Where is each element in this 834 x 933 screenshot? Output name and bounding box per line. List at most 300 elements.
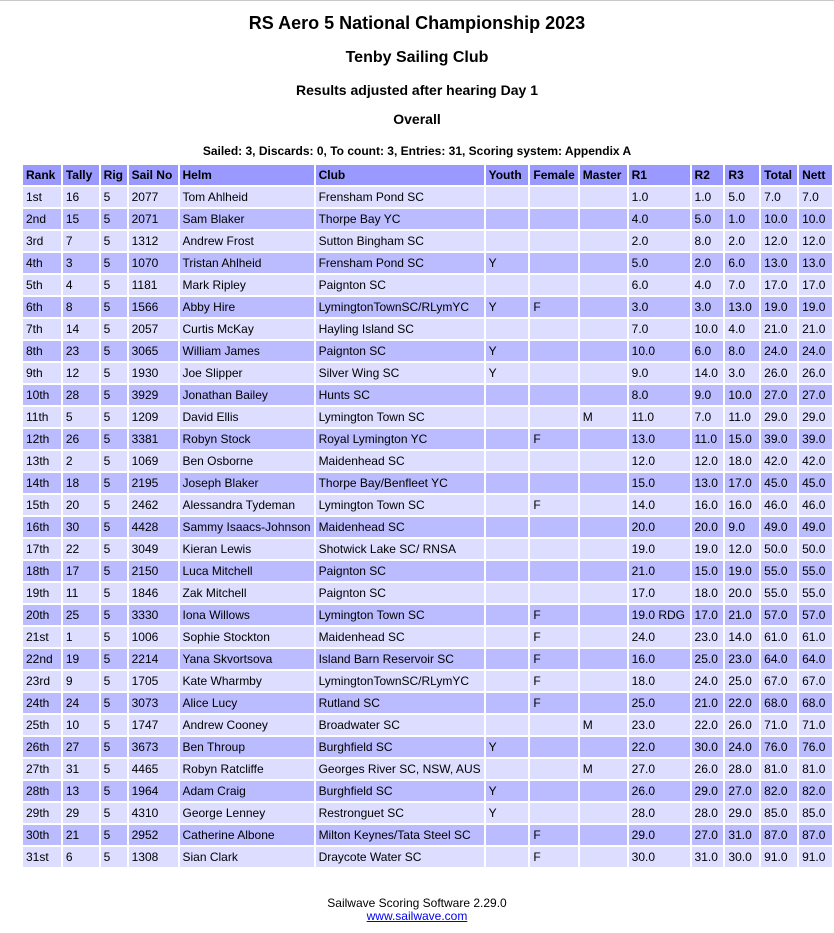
- helm-cell: Andrew Frost: [180, 231, 314, 251]
- total-cell: 85.0: [761, 803, 797, 823]
- helm-cell: Kate Wharmby: [180, 671, 314, 691]
- r3-cell: 31.0: [725, 825, 759, 845]
- helm-cell: Mark Ripley: [180, 275, 314, 295]
- club-cell: Burghfield SC: [316, 781, 484, 801]
- master-cell: [580, 363, 627, 383]
- total-cell: 61.0: [761, 627, 797, 647]
- r3-cell: 10.0: [725, 385, 759, 405]
- table-row: [23, 297, 832, 317]
- total-cell: 82.0: [761, 781, 797, 801]
- table-row: [23, 737, 832, 757]
- r1-cell: 2.0: [629, 231, 690, 251]
- tally-cell: 13: [63, 781, 99, 801]
- helm-cell: Abby Hire: [180, 297, 314, 317]
- master-cell: [580, 649, 627, 669]
- tally-cell: 8: [63, 297, 99, 317]
- r2-cell: 17.0: [692, 605, 724, 625]
- table-row: [23, 319, 832, 339]
- r3-cell: 11.0: [725, 407, 759, 427]
- sail-no-cell: 2077: [129, 187, 178, 207]
- rig-cell: 5: [101, 319, 127, 339]
- youth-cell: [486, 759, 529, 779]
- sail-no-cell: 1308: [129, 847, 178, 867]
- r2-cell: 31.0: [692, 847, 724, 867]
- nett-cell: 27.0: [799, 385, 832, 405]
- r3-cell: 13.0: [725, 297, 759, 317]
- r2-cell: 7.0: [692, 407, 724, 427]
- r2-cell: 4.0: [692, 275, 724, 295]
- r1-cell: 21.0: [629, 561, 690, 581]
- r1-cell: 9.0: [629, 363, 690, 383]
- r3-cell: 8.0: [725, 341, 759, 361]
- master-cell: [580, 825, 627, 845]
- column-header-sail-no: Sail No: [129, 165, 178, 185]
- youth-cell: [486, 583, 529, 603]
- rig-cell: 5: [101, 693, 127, 713]
- column-header-nett: Nett: [799, 165, 832, 185]
- r2-cell: 9.0: [692, 385, 724, 405]
- r3-cell: 1.0: [725, 209, 759, 229]
- master-cell: [580, 209, 627, 229]
- rank-cell: 18th: [23, 561, 61, 581]
- results-table-head: [23, 165, 832, 185]
- venue-heading: Tenby Sailing Club: [345, 49, 489, 66]
- female-cell: [530, 561, 577, 581]
- r1-cell: 24.0: [629, 627, 690, 647]
- rank-cell: 10th: [23, 385, 61, 405]
- female-cell: [530, 759, 577, 779]
- r1-cell: 3.0: [629, 297, 690, 317]
- nett-cell: 87.0: [799, 825, 832, 845]
- rig-cell: 5: [101, 583, 127, 603]
- youth-cell: [486, 231, 529, 251]
- sail-no-cell: 1312: [129, 231, 178, 251]
- nett-cell: 55.0: [799, 583, 832, 603]
- r3-cell: 18.0: [725, 451, 759, 471]
- female-cell: [530, 583, 577, 603]
- footer: [0, 897, 834, 923]
- r3-cell: 6.0: [725, 253, 759, 273]
- club-cell: Island Barn Reservoir SC: [316, 649, 484, 669]
- sail-no-cell: 4310: [129, 803, 178, 823]
- rank-cell: 21st: [23, 627, 61, 647]
- sailwave-link[interactable]: www.sailwave.com: [366, 909, 468, 923]
- helm-cell: Andrew Cooney: [180, 715, 314, 735]
- tally-cell: 3: [63, 253, 99, 273]
- master-cell: [580, 429, 627, 449]
- master-cell: [580, 187, 627, 207]
- nett-cell: 85.0: [799, 803, 832, 823]
- tally-cell: 26: [63, 429, 99, 449]
- helm-cell: Alice Lucy: [180, 693, 314, 713]
- table-row: [23, 825, 832, 845]
- sail-no-cell: 1846: [129, 583, 178, 603]
- r3-cell: 19.0: [725, 561, 759, 581]
- club-cell: Paignton SC: [316, 341, 484, 361]
- rig-cell: 5: [101, 385, 127, 405]
- rank-cell: 25th: [23, 715, 61, 735]
- master-cell: [580, 341, 627, 361]
- r1-cell: 25.0: [629, 693, 690, 713]
- r1-cell: 29.0: [629, 825, 690, 845]
- rig-cell: 5: [101, 671, 127, 691]
- female-cell: F: [530, 847, 577, 867]
- table-row: [23, 693, 832, 713]
- youth-cell: [486, 693, 529, 713]
- youth-cell: Y: [486, 253, 529, 273]
- tally-cell: 20: [63, 495, 99, 515]
- master-cell: [580, 517, 627, 537]
- nett-cell: 64.0: [799, 649, 832, 669]
- helm-cell: Robyn Stock: [180, 429, 314, 449]
- sail-no-cell: 3065: [129, 341, 178, 361]
- youth-cell: Y: [486, 363, 529, 383]
- sail-no-cell: 3381: [129, 429, 178, 449]
- r2-cell: 12.0: [692, 451, 724, 471]
- sail-no-cell: 3049: [129, 539, 178, 559]
- r3-cell: 4.0: [725, 319, 759, 339]
- helm-cell: Alessandra Tydeman: [180, 495, 314, 515]
- r1-cell: 14.0: [629, 495, 690, 515]
- youth-cell: [486, 275, 529, 295]
- club-cell: Restronguet SC: [316, 803, 484, 823]
- master-cell: [580, 803, 627, 823]
- r3-cell: 25.0: [725, 671, 759, 691]
- rig-cell: 5: [101, 451, 127, 471]
- series-summary: Sailed: 3, Discards: 0, To count: 3, Entries: 31, Scoring system: Appendix A: [202, 144, 632, 158]
- club-cell: Paignton SC: [316, 561, 484, 581]
- table-row: [23, 583, 832, 603]
- table-row: [23, 473, 832, 493]
- r1-cell: 1.0: [629, 187, 690, 207]
- r1-cell: 7.0: [629, 319, 690, 339]
- r2-cell: 25.0: [692, 649, 724, 669]
- sail-no-cell: 4428: [129, 517, 178, 537]
- total-cell: 17.0: [761, 275, 797, 295]
- sail-no-cell: 1747: [129, 715, 178, 735]
- female-cell: [530, 407, 577, 427]
- r1-cell: 30.0: [629, 847, 690, 867]
- total-cell: 24.0: [761, 341, 797, 361]
- tally-cell: 12: [63, 363, 99, 383]
- helm-cell: Adam Craig: [180, 781, 314, 801]
- female-cell: [530, 275, 577, 295]
- total-cell: 46.0: [761, 495, 797, 515]
- total-cell: 81.0: [761, 759, 797, 779]
- sail-no-cell: 2214: [129, 649, 178, 669]
- rig-cell: 5: [101, 473, 127, 493]
- total-cell: 27.0: [761, 385, 797, 405]
- total-cell: 55.0: [761, 561, 797, 581]
- r3-cell: 26.0: [725, 715, 759, 735]
- youth-cell: Y: [486, 297, 529, 317]
- r2-cell: 21.0: [692, 693, 724, 713]
- r1-cell: 8.0: [629, 385, 690, 405]
- helm-cell: Ben Osborne: [180, 451, 314, 471]
- youth-cell: Y: [486, 803, 529, 823]
- female-cell: [530, 319, 577, 339]
- table-row: [23, 451, 832, 471]
- female-cell: F: [530, 649, 577, 669]
- master-cell: [580, 275, 627, 295]
- club-cell: Royal Lymington YC: [316, 429, 484, 449]
- total-cell: 68.0: [761, 693, 797, 713]
- rank-cell: 30th: [23, 825, 61, 845]
- rank-cell: 2nd: [23, 209, 61, 229]
- r1-cell: 10.0: [629, 341, 690, 361]
- female-cell: [530, 341, 577, 361]
- rig-cell: 5: [101, 649, 127, 669]
- total-cell: 45.0: [761, 473, 797, 493]
- rank-cell: 5th: [23, 275, 61, 295]
- rank-cell: 9th: [23, 363, 61, 383]
- tally-cell: 2: [63, 451, 99, 471]
- column-header-rig: Rig: [101, 165, 127, 185]
- nett-cell: 26.0: [799, 363, 832, 383]
- r2-cell: 20.0: [692, 517, 724, 537]
- helm-cell: Sophie Stockton: [180, 627, 314, 647]
- sail-no-cell: 1209: [129, 407, 178, 427]
- master-cell: [580, 473, 627, 493]
- r2-cell: 6.0: [692, 341, 724, 361]
- total-cell: 49.0: [761, 517, 797, 537]
- master-cell: [580, 451, 627, 471]
- nett-cell: 29.0: [799, 407, 832, 427]
- helm-cell: Catherine Albone: [180, 825, 314, 845]
- r3-cell: 7.0: [725, 275, 759, 295]
- r3-cell: 5.0: [725, 187, 759, 207]
- female-cell: [530, 253, 577, 273]
- table-row: [23, 715, 832, 735]
- table-row: [23, 495, 832, 515]
- tally-cell: 16: [63, 187, 99, 207]
- nett-cell: 61.0: [799, 627, 832, 647]
- total-cell: 57.0: [761, 605, 797, 625]
- master-cell: [580, 737, 627, 757]
- helm-cell: Ben Throup: [180, 737, 314, 757]
- nett-cell: 91.0: [799, 847, 832, 867]
- club-cell: Burghfield SC: [316, 737, 484, 757]
- rank-cell: 23rd: [23, 671, 61, 691]
- table-row: [23, 847, 832, 867]
- total-cell: 42.0: [761, 451, 797, 471]
- r3-cell: 30.0: [725, 847, 759, 867]
- rank-cell: 31st: [23, 847, 61, 867]
- total-cell: 7.0: [761, 187, 797, 207]
- helm-cell: Kieran Lewis: [180, 539, 314, 559]
- female-cell: [530, 737, 577, 757]
- table-row: [23, 209, 832, 229]
- table-row: [23, 231, 832, 251]
- r1-cell: 12.0: [629, 451, 690, 471]
- tally-cell: 14: [63, 319, 99, 339]
- nett-cell: 49.0: [799, 517, 832, 537]
- nett-cell: 71.0: [799, 715, 832, 735]
- r1-cell: 23.0: [629, 715, 690, 735]
- r2-cell: 15.0: [692, 561, 724, 581]
- youth-cell: [486, 209, 529, 229]
- female-cell: [530, 539, 577, 559]
- master-cell: [580, 583, 627, 603]
- table-row: [23, 187, 832, 207]
- sail-no-cell: 1566: [129, 297, 178, 317]
- total-cell: 76.0: [761, 737, 797, 757]
- r2-cell: 11.0: [692, 429, 724, 449]
- female-cell: F: [530, 627, 577, 647]
- top-divider: [0, 0, 834, 1]
- r2-cell: 26.0: [692, 759, 724, 779]
- female-cell: F: [530, 671, 577, 691]
- r1-cell: 16.0: [629, 649, 690, 669]
- nett-cell: 50.0: [799, 539, 832, 559]
- rig-cell: 5: [101, 803, 127, 823]
- helm-cell: Sammy Isaacs-Johnson: [180, 517, 314, 537]
- r1-cell: 28.0: [629, 803, 690, 823]
- female-cell: F: [530, 825, 577, 845]
- rig-cell: 5: [101, 275, 127, 295]
- tally-cell: 19: [63, 649, 99, 669]
- rank-cell: 22nd: [23, 649, 61, 669]
- rig-cell: 5: [101, 561, 127, 581]
- master-cell: [580, 297, 627, 317]
- master-cell: [580, 561, 627, 581]
- youth-cell: [486, 517, 529, 537]
- nett-cell: 24.0: [799, 341, 832, 361]
- master-cell: [580, 539, 627, 559]
- helm-cell: Luca Mitchell: [180, 561, 314, 581]
- column-header-youth: Youth: [486, 165, 529, 185]
- rank-cell: 15th: [23, 495, 61, 515]
- r2-cell: 10.0: [692, 319, 724, 339]
- club-cell: Draycote Water SC: [316, 847, 484, 867]
- female-cell: [530, 803, 577, 823]
- rig-cell: 5: [101, 363, 127, 383]
- nett-cell: 68.0: [799, 693, 832, 713]
- results-table: [21, 163, 834, 869]
- total-cell: 10.0: [761, 209, 797, 229]
- tally-cell: 29: [63, 803, 99, 823]
- total-cell: 12.0: [761, 231, 797, 251]
- youth-cell: [486, 605, 529, 625]
- tally-cell: 21: [63, 825, 99, 845]
- r3-cell: 2.0: [725, 231, 759, 251]
- rank-cell: 1st: [23, 187, 61, 207]
- nett-cell: 82.0: [799, 781, 832, 801]
- rig-cell: 5: [101, 847, 127, 867]
- rank-cell: 29th: [23, 803, 61, 823]
- r2-cell: 2.0: [692, 253, 724, 273]
- total-cell: 87.0: [761, 825, 797, 845]
- table-row: [23, 539, 832, 559]
- rig-cell: 5: [101, 429, 127, 449]
- tally-cell: 11: [63, 583, 99, 603]
- youth-cell: Y: [486, 737, 529, 757]
- nett-cell: 45.0: [799, 473, 832, 493]
- master-cell: [580, 253, 627, 273]
- nett-cell: 17.0: [799, 275, 832, 295]
- female-cell: F: [530, 605, 577, 625]
- r2-cell: 5.0: [692, 209, 724, 229]
- club-cell: Rutland SC: [316, 693, 484, 713]
- table-row: [23, 363, 832, 383]
- r3-cell: 16.0: [725, 495, 759, 515]
- nett-cell: 12.0: [799, 231, 832, 251]
- sail-no-cell: 2462: [129, 495, 178, 515]
- tally-cell: 23: [63, 341, 99, 361]
- sail-no-cell: 1964: [129, 781, 178, 801]
- r3-cell: 28.0: [725, 759, 759, 779]
- female-cell: [530, 385, 577, 405]
- column-header-tally: Tally: [63, 165, 99, 185]
- r2-cell: 23.0: [692, 627, 724, 647]
- rig-cell: 5: [101, 517, 127, 537]
- r3-cell: 29.0: [725, 803, 759, 823]
- column-header-r3: R3: [725, 165, 759, 185]
- tally-cell: 15: [63, 209, 99, 229]
- helm-cell: Iona Willows: [180, 605, 314, 625]
- rig-cell: 5: [101, 495, 127, 515]
- r2-cell: 3.0: [692, 297, 724, 317]
- r3-cell: 15.0: [725, 429, 759, 449]
- r3-cell: 12.0: [725, 539, 759, 559]
- helm-cell: David Ellis: [180, 407, 314, 427]
- rig-cell: 5: [101, 627, 127, 647]
- rank-cell: 20th: [23, 605, 61, 625]
- club-cell: Hayling Island SC: [316, 319, 484, 339]
- youth-cell: [486, 671, 529, 691]
- club-cell: Maidenhead SC: [316, 517, 484, 537]
- sail-no-cell: 1705: [129, 671, 178, 691]
- table-row: [23, 803, 832, 823]
- master-cell: [580, 385, 627, 405]
- helm-cell: Yana Skvortsova: [180, 649, 314, 669]
- sail-no-cell: 3673: [129, 737, 178, 757]
- female-cell: [530, 363, 577, 383]
- rank-cell: 3rd: [23, 231, 61, 251]
- rig-cell: 5: [101, 781, 127, 801]
- table-row: [23, 671, 832, 691]
- helm-cell: Sian Clark: [180, 847, 314, 867]
- helm-cell: Joseph Blaker: [180, 473, 314, 493]
- total-cell: 64.0: [761, 649, 797, 669]
- software-credit: Sailwave Scoring Software 2.29.0: [327, 896, 507, 910]
- master-cell: [580, 671, 627, 691]
- club-cell: Maidenhead SC: [316, 627, 484, 647]
- table-row: [23, 627, 832, 647]
- female-cell: [530, 231, 577, 251]
- r3-cell: 21.0: [725, 605, 759, 625]
- r2-cell: 30.0: [692, 737, 724, 757]
- helm-cell: Tristan Ahlheid: [180, 253, 314, 273]
- table-row: [23, 341, 832, 361]
- rank-cell: 8th: [23, 341, 61, 361]
- nett-cell: 55.0: [799, 561, 832, 581]
- total-cell: 55.0: [761, 583, 797, 603]
- rig-cell: 5: [101, 605, 127, 625]
- youth-cell: [486, 187, 529, 207]
- r1-cell: 26.0: [629, 781, 690, 801]
- r3-cell: 9.0: [725, 517, 759, 537]
- r3-cell: 3.0: [725, 363, 759, 383]
- r1-cell: 22.0: [629, 737, 690, 757]
- table-row: [23, 385, 832, 405]
- master-cell: [580, 693, 627, 713]
- r1-cell: 5.0: [629, 253, 690, 273]
- tally-cell: 28: [63, 385, 99, 405]
- sail-no-cell: 3929: [129, 385, 178, 405]
- r3-cell: 24.0: [725, 737, 759, 757]
- rig-cell: 5: [101, 825, 127, 845]
